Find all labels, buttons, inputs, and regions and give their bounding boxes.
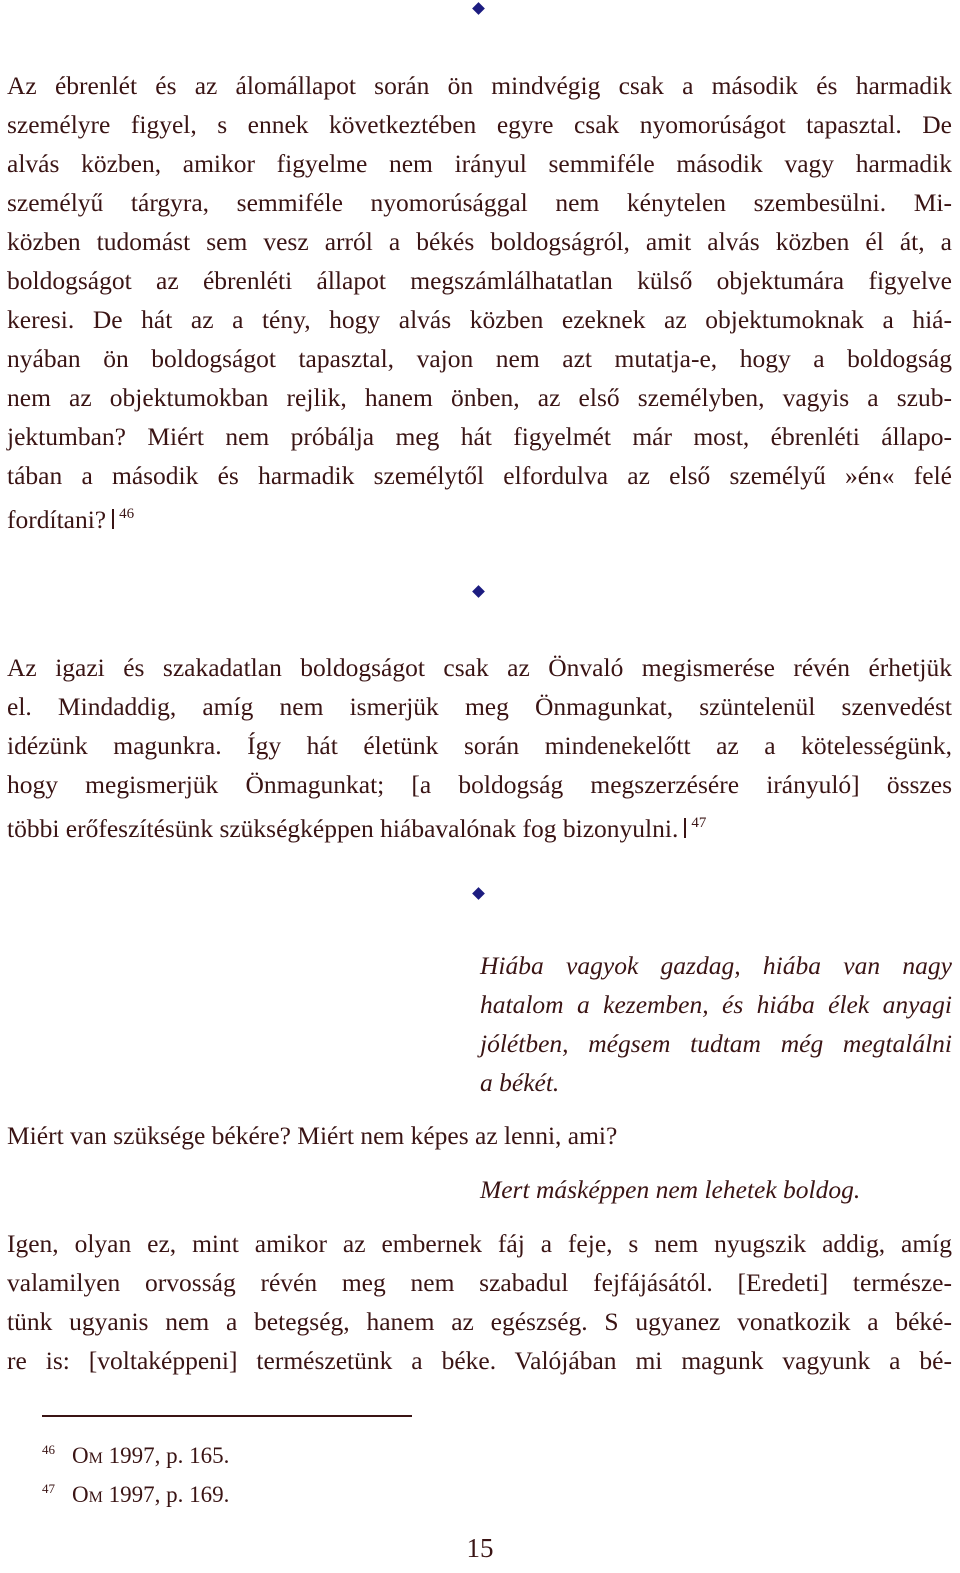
footnote-divider bbox=[42, 1415, 412, 1417]
footnote-number: 46 bbox=[42, 1442, 55, 1457]
text-line bbox=[7, 687, 952, 726]
text-line-content: hatalom a kezemben, és hiába élek anyagi bbox=[480, 990, 952, 1019]
paragraph-2 bbox=[7, 648, 952, 848]
footnote-reference[interactable] bbox=[684, 804, 706, 848]
footnote-reference[interactable] bbox=[112, 495, 134, 539]
text-line-content: boldogságot az ébrenléti állapot megszámlálhatatlan külső objektumára figyelve bbox=[7, 266, 952, 295]
footnotes bbox=[42, 1433, 229, 1511]
text-line bbox=[7, 804, 952, 848]
section-separator-icon bbox=[472, 887, 485, 900]
text-line-content: el. Mindaddig, amíg nem ismerjük meg Önmagunkat, szüntelenül szenvedést bbox=[7, 692, 952, 721]
footnote-reference-number: 47 bbox=[691, 815, 707, 831]
text-line bbox=[7, 378, 952, 417]
text-line bbox=[7, 726, 952, 765]
text-line-content: hogy megismerjük Önmagunkat; [a boldogság megszerzésére irányuló] összes bbox=[7, 770, 952, 799]
text-line-content: Igen, olyan ez, mint amikor az embernek fáj a feje, s nem nyugszik addig, amíg bbox=[7, 1229, 952, 1258]
text-line-content: Az ébrenlét és az álomállapot során ön mindvégig csak a második és harmadik bbox=[7, 71, 952, 100]
text-line bbox=[7, 222, 952, 261]
text-line-content: a békét. bbox=[480, 1068, 560, 1097]
footnote-46 bbox=[42, 1433, 229, 1472]
footnote-marker-bar bbox=[112, 509, 114, 529]
footnote-marker-bar bbox=[684, 818, 686, 838]
text-line bbox=[7, 456, 952, 495]
section-separator-icon bbox=[472, 2, 485, 15]
text-line-content: tünk ugyanis nem a betegség, hanem az egészség. S ugyanez vonatkozik a béké- bbox=[7, 1307, 952, 1336]
text-line bbox=[7, 1263, 952, 1302]
text-line bbox=[480, 1063, 952, 1102]
text-line-content: közben tudomást sem vesz arról a békés boldogságról, amit alvás közben él át, a bbox=[7, 227, 952, 256]
text-line-content: többi erőfeszítésünk szükségképpen hiábavalónak fog bizonyulni. bbox=[7, 814, 679, 843]
text-line bbox=[7, 261, 952, 300]
quote-block bbox=[480, 946, 952, 1102]
footnote-source: Om bbox=[72, 1443, 103, 1468]
text-line-content: fordítani? bbox=[7, 505, 107, 534]
text-line bbox=[7, 144, 952, 183]
text-line-content: nem az objektumokban rejlik, hanem önben, az első személyben, vagyis a szub- bbox=[7, 383, 952, 412]
text-line-content: személyre figyel, s ennek következtében egyre csak nyomorúságot tapasztal. De bbox=[7, 110, 952, 139]
text-line bbox=[480, 946, 952, 985]
text-line bbox=[7, 417, 952, 456]
footnote-text: 1997, p. 169. bbox=[102, 1482, 230, 1507]
paragraph-3 bbox=[7, 1224, 952, 1380]
footnote-reference-number: 46 bbox=[119, 506, 135, 522]
section-separator-icon bbox=[472, 585, 485, 598]
text-line bbox=[7, 105, 952, 144]
footnote-number: 47 bbox=[42, 1481, 55, 1496]
text-line bbox=[7, 1224, 952, 1263]
question-text: Miért van szüksége békére? Miért nem képes az lenni, ami? bbox=[7, 1121, 618, 1150]
text-line-content: Hiába vagyok gazdag, hiába van nagy bbox=[480, 951, 952, 980]
text-line-content: re is: [voltaképpeni] természetünk a béke. Valójában mi magunk vagyunk a bé- bbox=[7, 1346, 952, 1375]
text-line bbox=[7, 300, 952, 339]
paragraph-1 bbox=[7, 66, 952, 539]
text-line-content: idézünk magunkra. Így hát életünk során mindenekelőtt az a kötelességünk, bbox=[7, 731, 952, 760]
text-line bbox=[7, 648, 952, 687]
text-line-content: Az igazi és szakadatlan boldogságot csak az Önvaló megismerése révén érhetjük bbox=[7, 653, 952, 682]
text-line bbox=[7, 495, 952, 539]
text-line-content: jektumban? Miért nem próbálja meg hát figyelmét már most, ébrenléti állapo- bbox=[7, 422, 952, 451]
page-number: 15 bbox=[466, 1533, 494, 1563]
footnote-text: 1997, p. 165. bbox=[102, 1443, 230, 1468]
text-line bbox=[7, 339, 952, 378]
footnote-47 bbox=[42, 1472, 229, 1511]
text-line bbox=[480, 985, 952, 1024]
text-line bbox=[7, 1302, 952, 1341]
text-line-content: alvás közben, amikor figyelme nem irányul semmiféle második vagy harmadik bbox=[7, 149, 952, 178]
footnote-source: Om bbox=[72, 1482, 103, 1507]
text-line-content: valamilyen orvosság révén meg nem szabadul fejfájásától. [Eredeti] természe- bbox=[7, 1268, 952, 1297]
text-line bbox=[7, 765, 952, 804]
text-line-content: jólétben, mégsem tudtam még megtalálni bbox=[480, 1029, 952, 1058]
quote-answer: Mert másképpen nem lehetek boldog. bbox=[480, 1175, 861, 1204]
text-line bbox=[7, 183, 952, 222]
text-line-content: személyű tárgyra, semmiféle nyomorúsággal nem kénytelen szembesülni. Mi- bbox=[7, 188, 952, 217]
text-line-content: tában a második és harmadik személytől elfordulva az első személyű »én« felé bbox=[7, 461, 952, 490]
text-line-content: keresi. De hát az a tény, hogy alvás közben ezeknek az objektumoknak a hiá- bbox=[7, 305, 952, 334]
text-line bbox=[7, 66, 952, 105]
text-line bbox=[7, 1341, 952, 1380]
text-line-content: nyában ön boldogságot tapasztal, vajon nem azt mutatja-e, hogy a boldogság bbox=[7, 344, 952, 373]
text-line bbox=[480, 1024, 952, 1063]
